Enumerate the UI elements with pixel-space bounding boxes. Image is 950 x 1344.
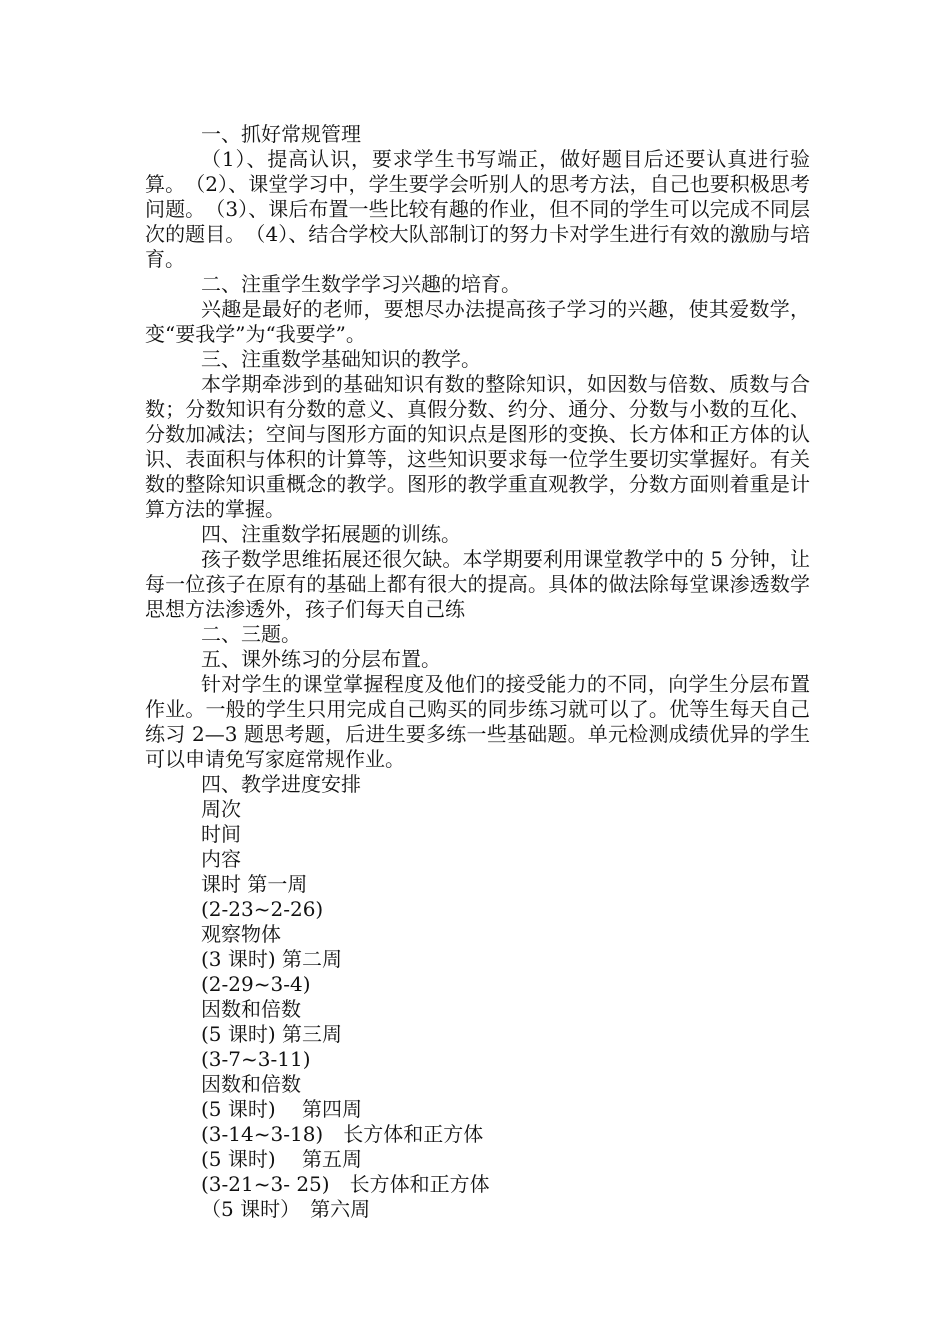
section-heading: 四、教学进度安排 xyxy=(201,772,361,796)
schedule-line: 周次 xyxy=(201,797,241,821)
document-body xyxy=(145,122,810,1222)
section-heading: 四、注重数学拓展题的训练。 xyxy=(201,522,461,546)
paragraph: 针对学生的课堂掌握程度及他们的接受能力的不同，向学生分层布置作业。一般的学生只用完成自己购买的同步练习就可以了。优等生每天自己练习 2—3 题思考题，后进生要多练一些基础题。单元检测成绩优异的学生可以申请免写家庭常规作业。 xyxy=(145,672,810,771)
schedule-line: 因数和倍数 xyxy=(201,1072,301,1096)
paragraph: 二、三题。 xyxy=(201,622,301,646)
schedule-line: 内容 xyxy=(201,847,241,871)
schedule-line: (5 课时) 第三周 xyxy=(201,1022,343,1046)
paragraph: 孩子数学思维拓展还很欠缺。本学期要利用课堂教学中的 5 分钟，让每一位孩子在原有的基础上都有很大的提高。具体的做法除每堂课渗透数学思想方法渗透外，孩子们每天自己练 xyxy=(145,547,810,621)
schedule-line: (3-7~3-11) xyxy=(201,1047,311,1071)
section-heading: 一、抓好常规管理 xyxy=(201,122,361,146)
schedule-line: 课时 第一周 xyxy=(201,872,308,896)
section-heading: 三、注重数学基础知识的教学。 xyxy=(201,347,481,371)
section-heading: 五、课外练习的分层布置。 xyxy=(201,647,441,671)
schedule-line: (3 课时) 第二周 xyxy=(201,947,343,971)
schedule-line: (3-21~3- 25) 长方体和正方体 xyxy=(201,1172,490,1196)
schedule-line: 因数和倍数 xyxy=(201,997,301,1021)
schedule-line: 观察物体 xyxy=(201,922,281,946)
schedule-list xyxy=(145,797,810,1222)
schedule-line: (2-23~2-26) xyxy=(201,897,324,921)
paragraph: 本学期牵涉到的基础知识有数的整除知识，如因数与倍数、质数与合数；分数知识有分数的意义、真假分数、约分、通分、分数与小数的互化、分数加减法；空间与图形方面的知识点是图形的变换、长方体和正方体的认识、表面积与体积的计算等，这些知识要求每一位学生要切实掌握好。有关数的整除知识重概念的教学。图形的教学重直观教学，分数方面则着重是计算方法的掌握。 xyxy=(145,372,810,521)
schedule-line: (5 课时) 第四周 xyxy=(201,1097,363,1121)
schedule-line: (5 课时) 第五周 xyxy=(201,1147,363,1171)
paragraph: 兴趣是最好的老师，要想尽办法提高孩子学习的兴趣，使其爱数学，变“要我学”为“我要学”。 xyxy=(145,297,810,346)
schedule-line: (2-29~3-4) xyxy=(201,972,311,996)
paragraph: （1）、提高认识，要求学生书写端正，做好题目后还要认真进行验算。 （2）、课堂学习中，学生要学会听别人的思考方法，自己也要积极思考问题。 （3）、课后布置一些比较有趣的作业，但不同的学生可以完成不同层次的题目。 （4）、结合学校大队部制订的努力卡对学生进行有效的激励与培育。 xyxy=(145,147,810,271)
schedule-line: （5 课时） 第六周 xyxy=(201,1197,371,1221)
schedule-line: 时间 xyxy=(201,822,241,846)
schedule-line: (3-14~3-18) 长方体和正方体 xyxy=(201,1122,484,1146)
section-heading: 二、注重学生数学学习兴趣的培育。 xyxy=(201,272,521,296)
